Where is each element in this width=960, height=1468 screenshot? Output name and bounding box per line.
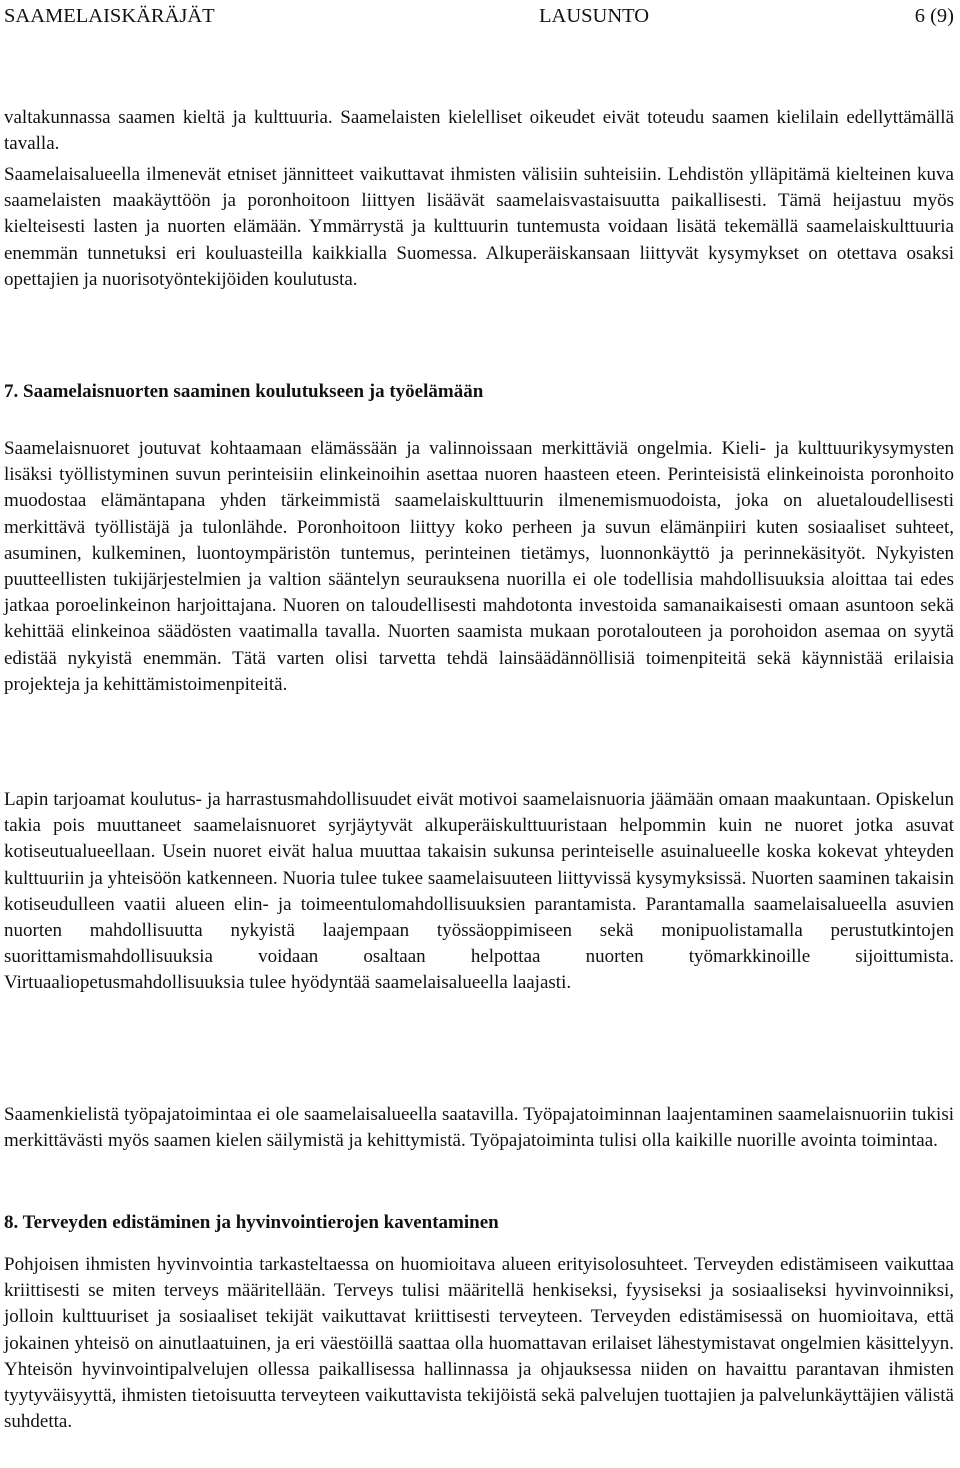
paragraph-workshop-activities: Saamenkielistä työpajatoimintaa ei ole saamelaisalueella saatavilla. Työpajatoiminnan laajentaminen saamelaisnuoriin tukisi merkittävästi myös saamen kielen säilymistä ja kehittymistä. Työpajatoiminta tulisi olla kaikille nuorille avointa toimintaa. [4,1104,954,1152]
paragraph-education-opportunities: Lapin tarjoamat koulutus- ja harrastusmahdollisuudet eivät motivoi saamelaisnuoria jäämään omaan maakuntaan. Opiskelun takia pois muuttaneet saamelaisnuoret syrjäytyvät alkuperäiskulttuuristaan helpommin kuin ne nuoret jotka asuvat kotiseutualueellaan. Usein nuoret eivät halua muuttaa takaisin sukunsa perinteiselle asuinalueelle koska kokevat yhteyden kulttuuriin ja yhteisöön katkenneen. Nuoria tulee tukee saamelaisuuteen liittyvissä kysymyksissä. Nuorten saaminen takaisin kotiseudulleen vaatii alueen elin- ja toimeentulomahdollisuuksien parantamista. Parantamalla saamelaisalueella asuvien nuorten mahdollisuutta nykyistä laajempaan työssäoppimiseen sekä monipuolistamalla perustutkintojen suorittamismahdollisuuksia voidaan osaltaan helpottaa nuorten työmarkkinoille sijoittumista. Virtuaaliopetusmahdollisuuksia tulee hyödyntää saamelaisalueella laajasti. [4,789,954,994]
paragraph-continuation: valtakunnassa saamen kieltä ja kulttuuria. Saamelaisten kielelliset oikeudet eivät toteudu saamen kielilain edellyttämällä tavalla. [4,107,954,155]
header-document-type: LAUSUNTO [539,5,650,27]
header-page-number: 6 (9) [914,5,954,27]
page-header [4,0,954,30]
paragraph-ethnic-tensions: Saamelaisalueella ilmenevät etniset jännitteet vaikuttavat ihmisten välisiin suhteisiin. Lehdistön ylläpitämä kielteinen kuva saamelaisten maakäyttöön ja poronhoitoon liittyen lisäävät saamelaisvastaisuutta paikallisesti. Tämä heijastuu myös kielteisesti lasten ja nuorten elämään. Ymmärrystä ja kulttuurin tuntemusta voidaan lisätä tekemällä saamelaiskulttuuria enemmän tunnetuksi eri kouluasteilla kaikkialla Suomessa. Alkuperäiskansaan liittyvät kysymykset on otettava osaksi opettajien ja nuorisotyöntekijöiden koulutusta. [4,164,954,290]
paragraph-health-promotion: Pohjoisen ihmisten hyvinvointia tarkasteltaessa on huomioitava alueen erityisolosuhteet. Terveyden edistämiseen vaikuttaa kriittisesti se miten terveys määritellään. Terveys tulisi määritellä henkiseksi, fyysiseksi ja sosiaaliseksi hyvinvoinniksi, jolloin kulttuuriset ja sosiaaliset tekijät vaikuttavat kriittisesti terveyteen. Terveyden edistämisessä on huomioitava, että jokainen yhteisö on ainutlaatuinen, ja eri väestöillä saattaa olla huomattavan erilaiset lähestymistavat ongelmien käsittelyyn. Yhteisön hyvinvointipalvelujen ollessa paikallisessa hallinnassa ja ohjauksessa niiden on havaittu parantavan ihmisten tyytyväisyyttä, ihmisten tietoisuutta terveyteen vaikuttavista tekijöistä sekä palvelujen tuottajien ja palvelunkäyttäjien välistä suhdetta. [4,1254,954,1433]
document-page [4,0,954,1433]
header-organization: SAAMELAISKÄRÄJÄT [4,5,215,27]
section-heading-7: 7. Saamelaisnuorten saaminen koulutukseen ja työelämään [4,381,484,402]
section-heading-8: 8. Terveyden edistäminen ja hyvinvointierojen kaventaminen [4,1212,499,1233]
paragraph-youth-challenges: Saamelaisnuoret joutuvat kohtaamaan elämässään ja valinnoissaan merkittäviä ongelmia. Kieli- ja kulttuurikysymysten lisäksi työllistyminen suvun perinteisiin elinkeinoihin asettaa nuoren haasteen eteen. Perinteisistä elinkeinoista poronhoito muodostaa elämäntapana yhden tärkeimmistä saamelaiskulttuurin ilmenemismuodoista, joka on aluetaloudellisesti merkittävä työllistäjä ja tulonlähde. Poronhoitoon liittyy koko perheen ja suvun elämänpiiri kuten sosiaaliset suhteet, asuminen, kulkeminen, luontoympäristön tuntemus, perinteinen tietämys, luonnonkäyttö ja perinnekäsityöt. Nykyisten puutteellisten tukijärjestelmien ja valtion sääntelyn seurauksena nuorilla ei ole todellisia mahdollisuuksia aloittaa tai edes jatkaa poroelinkeinon harjoittajana. Nuoren on taloudellisesti mahdotonta investoida samanaikaisesti omaan asuntoon sekä kehittää elinkeinoa säädösten vaatimalla tavalla. Nuorten saamista mukaan porotalouteen ja porohoidon asemaa on syytä edistää nykyistä enemmän. Tätä varten olisi tarvetta tehdä lainsäädännöllisiä toimenpiteitä sekä käynnistää erilaisia projekteja ja kehittämistoimenpiteitä. [4,438,954,695]
